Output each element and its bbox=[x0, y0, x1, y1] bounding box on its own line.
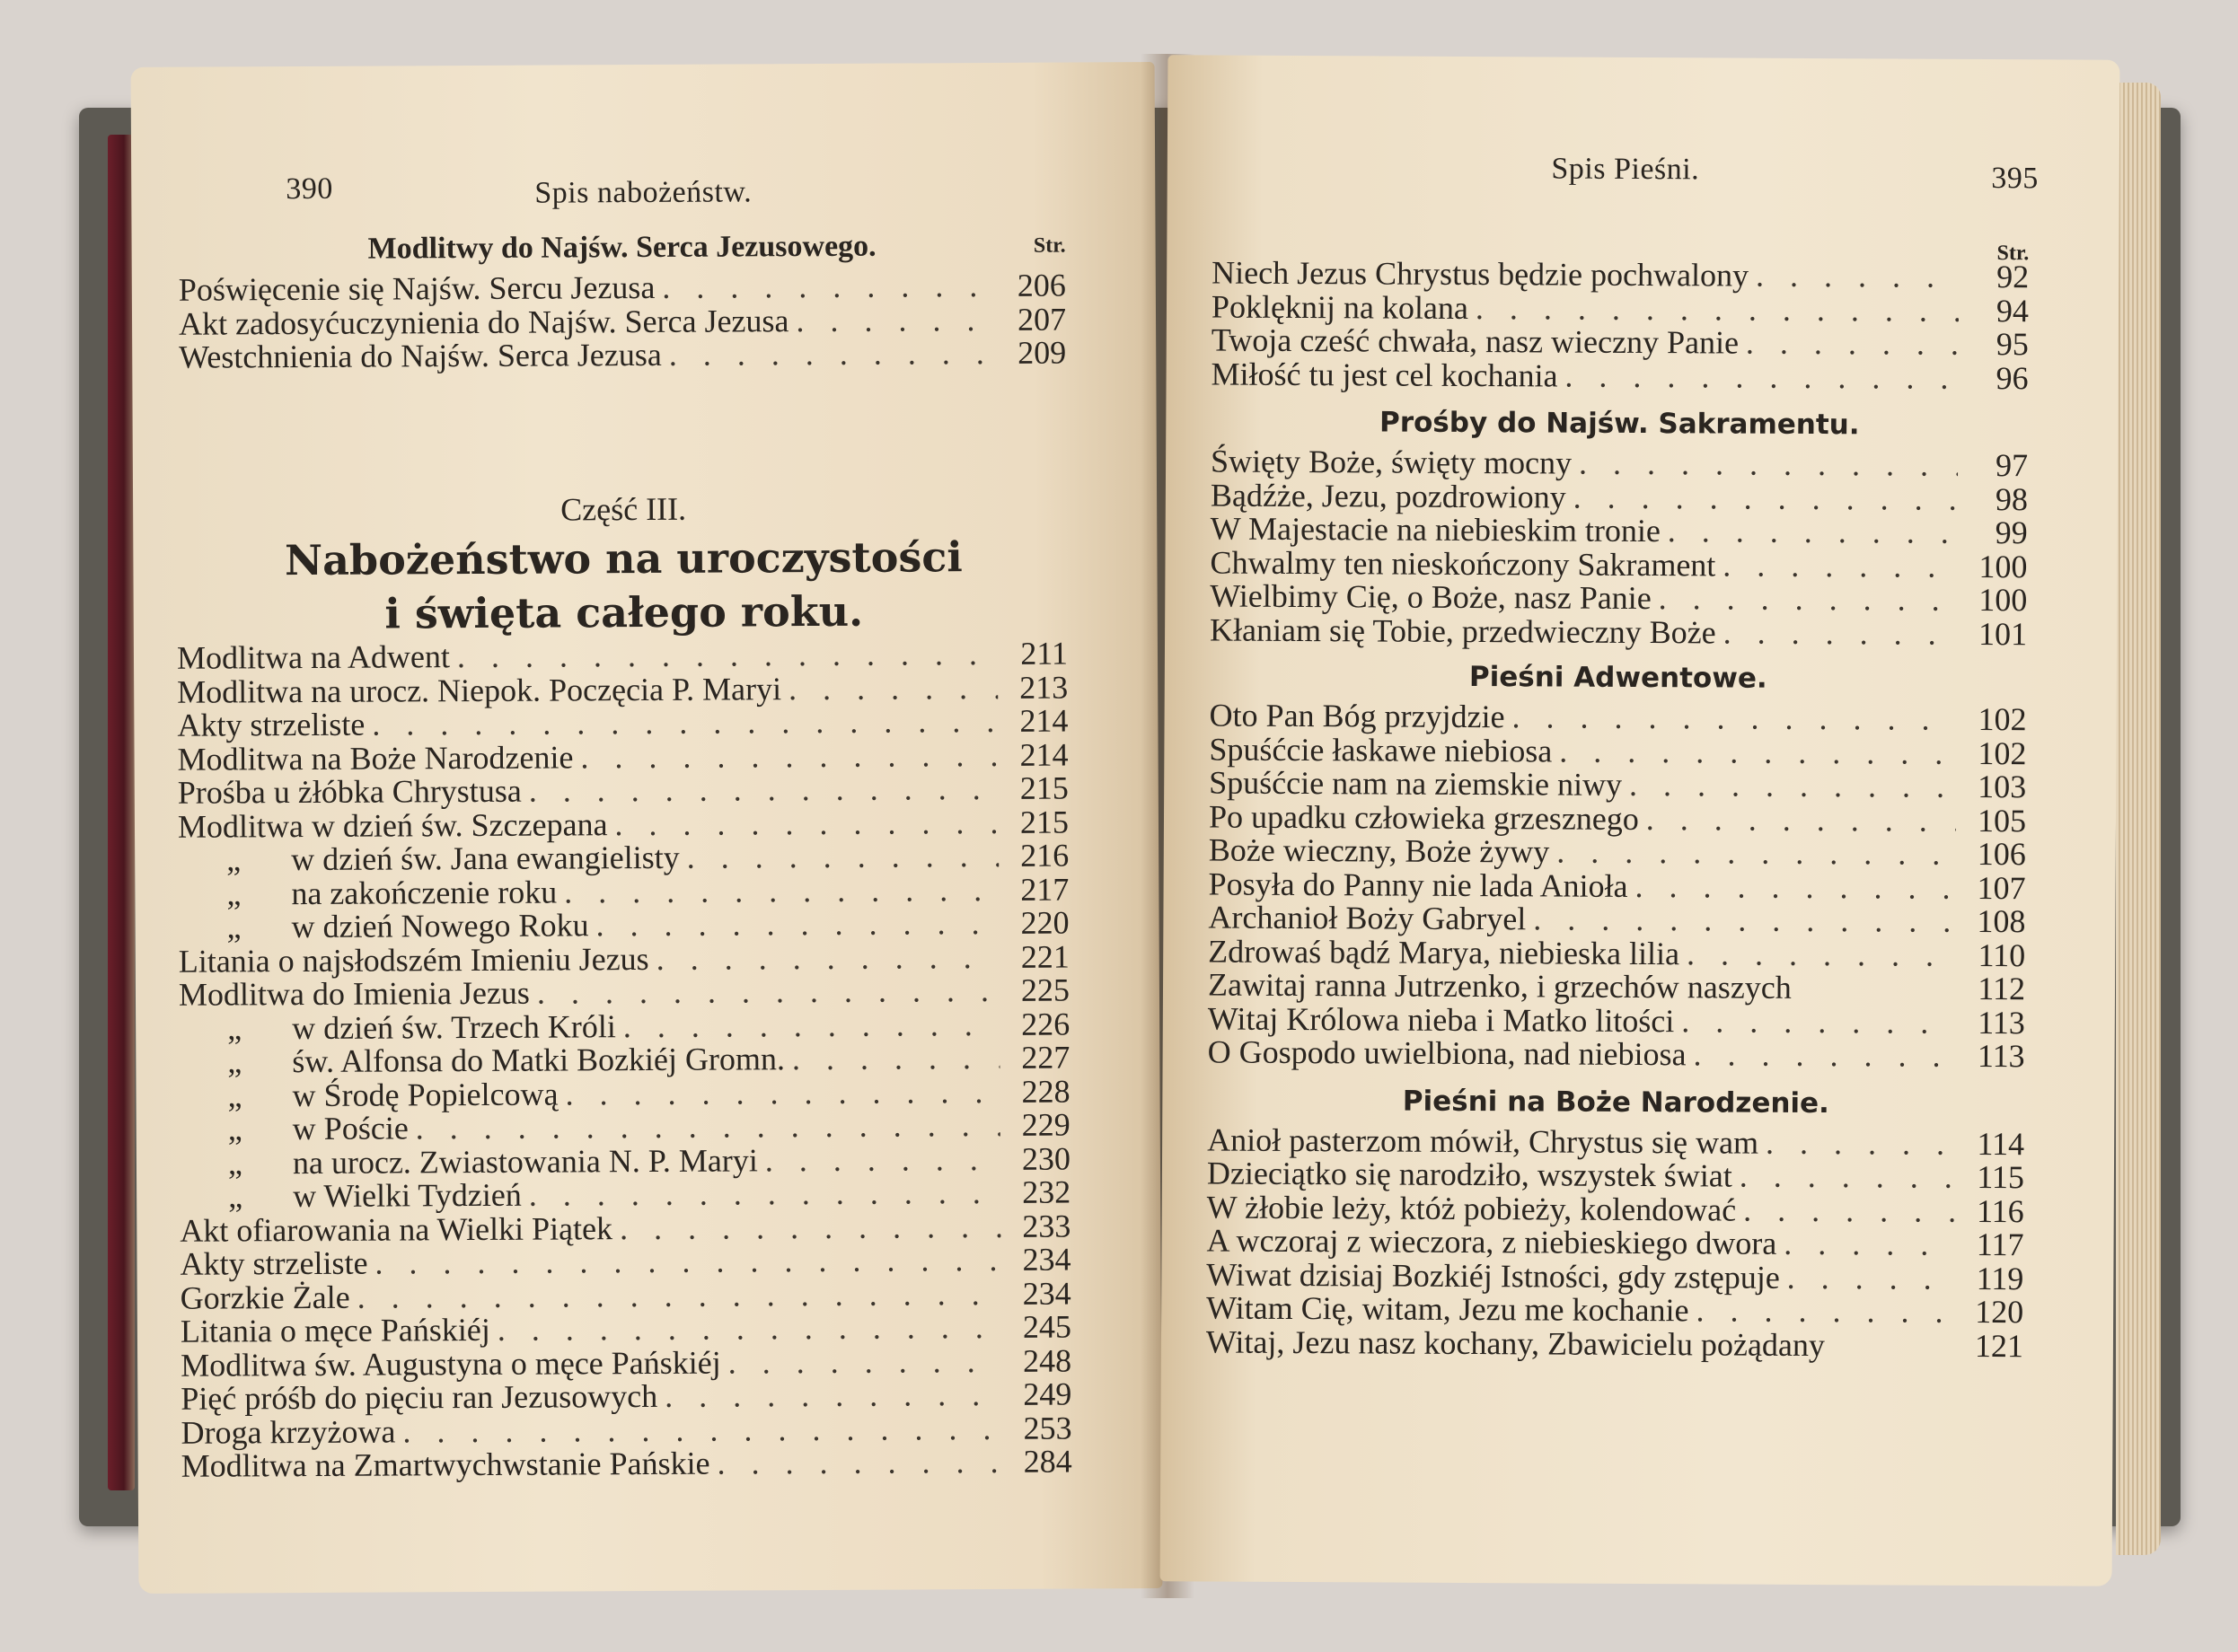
toc-entry bbox=[177, 702, 1069, 743]
toc-entry bbox=[181, 1344, 1071, 1383]
toc-entry-title: Boże wieczny, Boże żywy bbox=[1208, 831, 1550, 870]
toc-leader-dots bbox=[728, 1344, 1002, 1379]
toc-entry-page: 206 bbox=[1017, 267, 1066, 303]
toc-entry-page: 226 bbox=[1021, 1006, 1071, 1042]
left-page-number: 390 bbox=[286, 171, 333, 206]
toc-entry-page: 248 bbox=[1023, 1342, 1072, 1379]
left-page bbox=[131, 62, 1163, 1594]
toc-leader-dots bbox=[1746, 327, 1959, 362]
toc-leader-dots bbox=[1559, 734, 1956, 770]
toc-entry-title: Zawitaj ranna Jutrzenko, i grzechów naszych bbox=[1207, 966, 1792, 1006]
toc-entry-page: 113 bbox=[1977, 1037, 2025, 1075]
ditto-mark: „ bbox=[227, 1009, 242, 1046]
toc-entry-page: 112 bbox=[1978, 970, 2026, 1007]
toc-entry bbox=[179, 940, 1070, 979]
toc-entry-page: 115 bbox=[1977, 1158, 2025, 1196]
section-title-sacrament: Prośby do Najśw. Sakramentu. bbox=[1379, 406, 1860, 442]
toc-entry-title: Witaj, Jezu nasz kochany, Zbawicielu pożądany bbox=[1205, 1322, 1826, 1363]
toc-entry bbox=[178, 839, 1069, 878]
left-main-list bbox=[177, 637, 1072, 1484]
toc-leader-dots bbox=[789, 671, 998, 706]
toc-entry-title: Poklęknij na kolana bbox=[1211, 287, 1469, 326]
ditto-mark: „ bbox=[227, 1111, 242, 1147]
ditto-mark: „ bbox=[227, 1076, 242, 1113]
toc-leader-dots bbox=[402, 1411, 1001, 1448]
toc-entry-title: W Majestacie na niebieskim tronie bbox=[1210, 510, 1661, 549]
toc-entry bbox=[181, 1443, 1072, 1484]
toc-entry-title: Dzieciątko się narodziło, wszystek świat bbox=[1206, 1155, 1732, 1194]
toc-leader-dots bbox=[1573, 480, 1958, 516]
toc-entry-page: 234 bbox=[1022, 1241, 1071, 1278]
right-page-number: 395 bbox=[1991, 162, 2039, 196]
toc-entry-title: Chwalmy ten nieskończony Sakrament bbox=[1210, 543, 1716, 583]
toc-entry bbox=[180, 1142, 1071, 1181]
toc-entry-page: 102 bbox=[1978, 734, 2027, 771]
toc-leader-dots bbox=[565, 1075, 1000, 1111]
ditto-mark: „ bbox=[226, 909, 242, 945]
toc-entry bbox=[179, 269, 1066, 308]
toc-entry-page: 233 bbox=[1022, 1208, 1071, 1244]
toc-entry-page: 227 bbox=[1021, 1039, 1071, 1076]
toc-entry-page: 99 bbox=[1995, 514, 2028, 551]
toc-entry-page: 95 bbox=[1996, 326, 2029, 363]
toc-entry-title: Twoja cześć chwała, nasz wieczny Panie bbox=[1211, 321, 1740, 361]
toc-entry-title: w Poście bbox=[292, 1110, 409, 1147]
toc-entry bbox=[180, 1209, 1071, 1248]
toc-entry bbox=[179, 1075, 1070, 1113]
toc-entry-title: Posyła do Panny nie lada Anioła bbox=[1208, 865, 1628, 904]
toc-entry-title: na urocz. Zwiastowania N. P. Maryi bbox=[292, 1141, 758, 1181]
toc-entry-title: w dzień św. Trzech Króli bbox=[292, 1007, 616, 1046]
toc-leader-dots bbox=[765, 1142, 1000, 1177]
toc-entry-page: 100 bbox=[1978, 548, 2028, 584]
left-running-title: Spis nabożeństw. bbox=[534, 175, 753, 210]
toc-leader-dots bbox=[623, 1007, 1000, 1043]
toc-leader-dots bbox=[792, 1041, 1000, 1076]
toc-leader-dots bbox=[1533, 902, 1955, 938]
toc-leader-dots bbox=[1659, 582, 1958, 617]
toc-entry-page: 98 bbox=[1995, 480, 2028, 517]
toc-leader-dots bbox=[1784, 1227, 1953, 1261]
toc-leader-dots bbox=[614, 805, 999, 841]
toc-entry bbox=[180, 1106, 1071, 1147]
toc-entry bbox=[178, 805, 1069, 844]
toc-entry-title: w dzień Nowego Roku bbox=[291, 907, 589, 945]
toc-leader-dots bbox=[1629, 769, 1956, 804]
toc-entry-page: 215 bbox=[1019, 769, 1069, 806]
toc-entry-page: 213 bbox=[1019, 669, 1069, 706]
toc-entry-title: Poświęcenie się Najśw. Sercu Jezusa bbox=[178, 268, 656, 308]
toc-leader-dots bbox=[498, 1311, 1001, 1347]
toc-entry bbox=[177, 769, 1069, 811]
toc-entry-page: 116 bbox=[1976, 1192, 2024, 1229]
toc-entry-title: Modlitwa do Imienia Jezus bbox=[178, 974, 530, 1013]
toc-leader-dots bbox=[1646, 803, 1956, 838]
toc-entry-page: 120 bbox=[1975, 1293, 2024, 1331]
toc-entry bbox=[180, 1243, 1071, 1282]
toc-entry-title: Akty strzeliste bbox=[180, 1244, 368, 1282]
toc-entry bbox=[1205, 1322, 2024, 1364]
toc-leader-dots bbox=[796, 303, 996, 338]
toc-entry bbox=[177, 637, 1068, 676]
ditto-mark: „ bbox=[227, 1043, 242, 1080]
toc-leader-dots bbox=[1696, 1294, 1953, 1329]
right-running-head bbox=[1167, 145, 2119, 195]
toc-entry-title: Modlitwa na Boże Narodzenie bbox=[177, 738, 574, 778]
toc-entry-title: w Wielki Tydzień bbox=[293, 1176, 522, 1215]
toc-entry-title: Akt ofiarowania na Wielki Piątek bbox=[180, 1209, 613, 1249]
toc-leader-dots bbox=[595, 907, 999, 943]
toc-entry-title: Litania o najsłodszém Imieniu Jezus bbox=[178, 940, 649, 980]
toc-entry-title: Westchnienia do Najśw. Serca Jezusa bbox=[179, 336, 662, 375]
toc-entry-title: Archanioł Boży Gabryel bbox=[1208, 899, 1527, 937]
section-title-advent: Pieśni Adwentowe. bbox=[1468, 661, 1767, 695]
toc-leader-dots bbox=[687, 839, 1000, 874]
toc-entry bbox=[180, 1308, 1072, 1349]
right-section4-list bbox=[1205, 1120, 2025, 1364]
toc-entry-page: 284 bbox=[1023, 1443, 1072, 1480]
right-section2-list bbox=[1210, 444, 2028, 651]
toc-leader-dots bbox=[1766, 1126, 1954, 1161]
toc-entry-page: 245 bbox=[1022, 1308, 1072, 1345]
toc-leader-dots bbox=[1681, 1005, 1955, 1040]
toc-entry-title: Bądźże, Jezu, pozdrowiony bbox=[1210, 476, 1566, 515]
right-section3-list bbox=[1208, 699, 2027, 1073]
toc-entry-title: Modlitwa na Zmartwychwstanie Pańskie bbox=[181, 1445, 710, 1484]
toc-entry-title: Akty strzeliste bbox=[177, 706, 366, 743]
ditto-mark: „ bbox=[226, 874, 242, 911]
toc-entry bbox=[178, 873, 1069, 911]
toc-leader-dots bbox=[537, 974, 1000, 1010]
right-str-label: Str. bbox=[1996, 242, 2030, 266]
toc-entry-page: 100 bbox=[1978, 581, 2028, 619]
toc-leader-dots bbox=[1740, 1160, 1954, 1195]
toc-entry-page: 207 bbox=[1017, 301, 1067, 338]
toc-leader-dots bbox=[529, 1176, 1001, 1212]
toc-leader-dots bbox=[1556, 836, 1956, 872]
toc-entry-page: 232 bbox=[1022, 1173, 1071, 1210]
toc-entry-title: O Gospodo uwielbiona, nad niebiosa bbox=[1207, 1033, 1687, 1073]
right-page bbox=[1160, 55, 2120, 1586]
toc-entry-title: Wiwat dzisiaj Bozkiéj Istności, gdy zstępuje bbox=[1206, 1255, 1780, 1296]
toc-leader-dots bbox=[1564, 359, 1958, 395]
part-title-line1: Nabożeństwo na uroczystości bbox=[284, 532, 963, 585]
toc-entry-title: Anioł pasterzom mówił, Chrystus się wam bbox=[1207, 1120, 1759, 1161]
toc-entry-page: 108 bbox=[1977, 902, 2026, 940]
toc-entry bbox=[1210, 613, 2027, 651]
toc-leader-dots bbox=[620, 1209, 1000, 1245]
toc-leader-dots bbox=[416, 1109, 1000, 1146]
part-label: Część III. bbox=[560, 490, 687, 528]
page-edges bbox=[2116, 83, 2161, 1555]
toc-entry-title: Witam Cię, witam, Jezu me kochanie bbox=[1206, 1289, 1689, 1329]
left-section1-list bbox=[179, 269, 1067, 375]
toc-entry bbox=[179, 334, 1067, 375]
toc-entry-page: 249 bbox=[1023, 1375, 1072, 1412]
toc-leader-dots bbox=[1693, 1038, 1954, 1073]
toc-entry-page: 117 bbox=[1976, 1226, 2024, 1263]
toc-entry bbox=[178, 971, 1071, 1013]
ditto-mark: „ bbox=[227, 1144, 243, 1181]
toc-leader-dots bbox=[662, 269, 996, 304]
toc-entry bbox=[1211, 357, 2028, 395]
toc-leader-dots bbox=[1579, 447, 1958, 483]
toc-leader-dots bbox=[1723, 616, 1958, 651]
toc-entry-page: 211 bbox=[1020, 635, 1069, 672]
toc-entry-page: 121 bbox=[1974, 1327, 2024, 1364]
toc-entry-page: 228 bbox=[1021, 1073, 1071, 1110]
right-top-list bbox=[1211, 256, 2029, 395]
toc-entry bbox=[181, 1411, 1071, 1450]
toc-leader-dots bbox=[529, 772, 999, 808]
toc-entry-page: 107 bbox=[1977, 869, 2026, 906]
toc-entry-title: Wielbimy Cię, o Boże, nasz Panie bbox=[1210, 577, 1652, 617]
toc-entry-page: 221 bbox=[1020, 938, 1070, 975]
toc-entry-title: Pięć próśb do pięciu ran Jezusowych bbox=[181, 1377, 658, 1417]
toc-entry-title: w Środę Popielcową bbox=[292, 1076, 559, 1113]
toc-leader-dots bbox=[1787, 1261, 1954, 1295]
toc-entry-page: 209 bbox=[1018, 334, 1067, 371]
toc-entry-page: 113 bbox=[1978, 1004, 2025, 1041]
toc-entry-page: 225 bbox=[1020, 971, 1071, 1008]
toc-entry-title: Kłaniam się Tobie, przedwieczny Boże bbox=[1210, 611, 1716, 650]
toc-entry-page: 217 bbox=[1020, 871, 1070, 908]
toc-entry-page: 214 bbox=[1019, 702, 1069, 739]
ditto-mark: „ bbox=[228, 1178, 243, 1215]
toc-leader-dots bbox=[580, 738, 998, 774]
toc-leader-dots bbox=[1743, 1193, 1954, 1228]
toc-entry-page: 94 bbox=[1996, 292, 2030, 329]
left-part-heading bbox=[180, 485, 1068, 642]
toc-entry-title: Oto Pan Bóg przyjdzie bbox=[1209, 697, 1505, 735]
toc-leader-dots bbox=[1476, 292, 1959, 328]
toc-entry-page: 110 bbox=[1978, 936, 2026, 973]
toc-leader-dots bbox=[665, 1378, 1001, 1413]
toc-entry-page: 105 bbox=[1977, 802, 2027, 839]
toc-entry-title: Modlitwa na Adwent bbox=[176, 638, 451, 676]
toc-entry-page: 96 bbox=[1996, 359, 2029, 396]
toc-entry-page: 253 bbox=[1023, 1410, 1072, 1446]
toc-entry bbox=[181, 1277, 1071, 1315]
toc-leader-dots bbox=[717, 1446, 1001, 1481]
toc-entry-title: Droga krzyżowa bbox=[181, 1412, 396, 1451]
toc-leader-dots bbox=[1511, 700, 1956, 736]
toc-entry-title: Modlitwa św. Augustyna o męce Pańskiéj bbox=[181, 1344, 721, 1384]
left-toc-section1 bbox=[178, 223, 1066, 375]
toc-leader-dots bbox=[1668, 514, 1958, 549]
toc-leader-dots bbox=[357, 1277, 1001, 1314]
right-running-title: Spis Pieśni. bbox=[1551, 152, 1700, 187]
toc-leader-dots bbox=[1687, 937, 1955, 972]
toc-entry-title: Po upadku człowieka grzesznego bbox=[1208, 797, 1639, 837]
toc-entry-title: Niech Jezus Chrystus będzie pochwalony bbox=[1212, 254, 1749, 294]
toc-leader-dots bbox=[1723, 549, 1957, 584]
toc-entry-title: A wczoraj z wieczora, z niebieskiego dwora bbox=[1206, 1222, 1777, 1261]
toc-leader-dots bbox=[564, 873, 999, 909]
toc-entry-title: Modlitwa w dzień św. Szczepana bbox=[177, 805, 608, 845]
toc-entry bbox=[179, 303, 1066, 341]
toc-leader-dots bbox=[457, 637, 998, 674]
toc-entry bbox=[177, 671, 1068, 709]
toc-entry-page: 92 bbox=[1996, 259, 2030, 295]
toc-entry-title: Modlitwa na urocz. Niepok. Poczęcia P. Maryi bbox=[177, 670, 782, 710]
toc-entry-title: w dzień św. Jana ewangielisty bbox=[291, 839, 680, 878]
toc-entry-title: Święty Boże, święty mocny bbox=[1210, 443, 1573, 481]
str-label: Str. bbox=[1033, 233, 1066, 258]
toc-entry-title: św. Alfonsa do Matki Bozkiéj Gromn. bbox=[292, 1041, 786, 1080]
toc-entry-page: 119 bbox=[1976, 1260, 2024, 1296]
part-title-line2: i święta całego roku. bbox=[384, 586, 864, 638]
toc-entry-page: 114 bbox=[1977, 1125, 2025, 1162]
toc-entry bbox=[180, 1173, 1071, 1215]
section-title-christmas: Pieśni na Boże Narodzenie. bbox=[1402, 1085, 1829, 1120]
right-toc bbox=[1206, 225, 2030, 1363]
toc-entry-title: W żłobie leży, któż pobieży, kolendować bbox=[1206, 1188, 1737, 1228]
toc-entry bbox=[179, 1041, 1070, 1080]
left-running-head bbox=[131, 168, 1155, 218]
toc-entry-title: Gorzkie Żale bbox=[180, 1279, 350, 1316]
toc-entry-title: na zakończenie roku bbox=[291, 874, 558, 911]
toc-entry-title: Prośba u żłóbka Chrystusa bbox=[177, 772, 522, 811]
book-spine-edge bbox=[108, 135, 135, 1490]
toc-entry-title: Spuśćcie nam na ziemskie niwy bbox=[1209, 764, 1623, 803]
section-title-text: Modlitwy do Najśw. Serca Jezusowego. bbox=[367, 229, 877, 266]
toc-entry-title: Litania o męce Pańskiéj bbox=[180, 1311, 490, 1349]
toc-entry bbox=[181, 1375, 1072, 1417]
toc-entry bbox=[178, 904, 1070, 945]
toc-leader-dots bbox=[1756, 259, 1959, 294]
ditto-mark: „ bbox=[226, 841, 242, 878]
toc-entry bbox=[179, 1007, 1070, 1046]
toc-entry-page: 101 bbox=[1978, 615, 2028, 652]
toc-entry-page: 234 bbox=[1022, 1275, 1071, 1312]
toc-entry-page: 214 bbox=[1019, 736, 1069, 773]
toc-leader-dots bbox=[374, 1243, 1000, 1280]
left-toc-main bbox=[177, 637, 1072, 1484]
toc-entry bbox=[177, 738, 1068, 777]
toc-entry-title: Miłość tu jest cel kochania bbox=[1211, 355, 1558, 394]
toc-entry-page: 229 bbox=[1021, 1106, 1071, 1143]
toc-entry-title: Zdrowaś bądź Marya, niebieska lilia bbox=[1208, 932, 1680, 971]
toc-entry bbox=[1208, 1035, 2025, 1073]
toc-entry-page: 102 bbox=[1978, 700, 2027, 738]
toc-leader-dots bbox=[1634, 869, 1955, 904]
toc-entry-page: 215 bbox=[1019, 804, 1070, 840]
toc-entry-page: 103 bbox=[1978, 768, 2027, 805]
toc-entry-page: 97 bbox=[1995, 447, 2029, 484]
toc-leader-dots bbox=[669, 337, 997, 372]
section-title-heart bbox=[178, 223, 1065, 274]
toc-entry-title: Akt zadosyćuczynienia do Najśw. Serca Jezusa bbox=[178, 302, 789, 342]
toc-entry-page: 230 bbox=[1021, 1140, 1071, 1177]
toc-entry-title: Spuśćcie łaskawe niebiosa bbox=[1209, 730, 1553, 769]
toc-leader-dots bbox=[372, 705, 998, 742]
toc-entry-page: 220 bbox=[1020, 904, 1070, 941]
toc-entry-title: Witaj Królowa nieba i Matko litości bbox=[1207, 999, 1675, 1039]
toc-entry-page: 216 bbox=[1020, 837, 1070, 874]
toc-leader-dots bbox=[656, 940, 1000, 976]
toc-entry-page: 106 bbox=[1977, 835, 2026, 873]
